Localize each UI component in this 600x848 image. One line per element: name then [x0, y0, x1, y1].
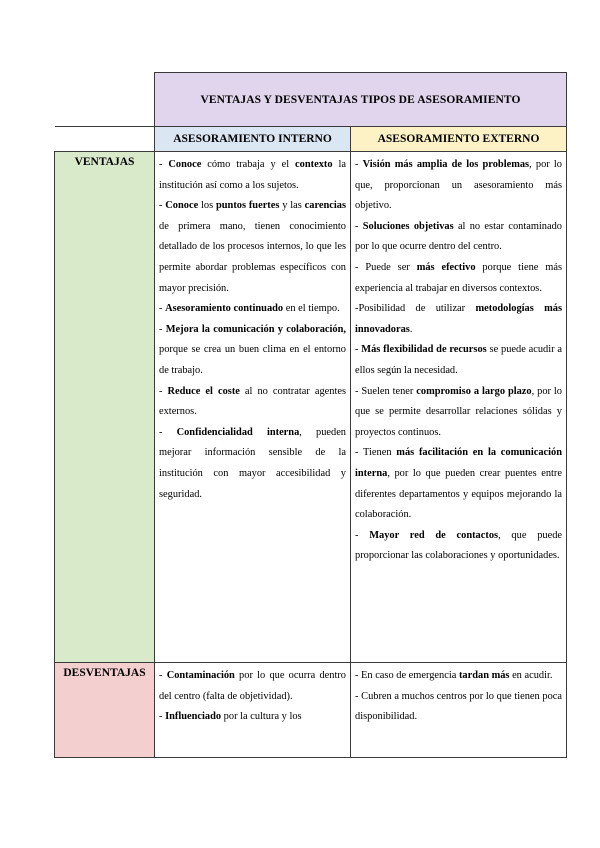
text-segment: en el tiempo.: [283, 303, 340, 315]
text-segment: , por lo que pueden crear puentes entre diferentes departamentos y equipos mejorando la colaboración.: [355, 467, 562, 521]
text-segment: -: [159, 200, 166, 212]
row-ventajas: [55, 152, 567, 663]
text-segment: , por lo que se permite desarrollar relaciones sólidas y proyectos continuos.: [355, 385, 562, 438]
bold-text: tardan más: [458, 670, 510, 681]
text-segment: -: [355, 344, 362, 356]
bold-text: Visión más amplia de los problemas: [362, 159, 530, 170]
label-desventajas: DESVENTAJAS: [55, 663, 155, 758]
list-item: [159, 299, 346, 320]
bold-text: Confidencialidad interna: [176, 426, 300, 438]
text-segment: por la cultura y los: [221, 711, 302, 723]
text-segment: -: [159, 323, 166, 335]
text-segment: al no estar contaminado por lo que ocurre dentro del centro.: [355, 220, 562, 253]
text-segment: - Suelen tener: [355, 385, 417, 397]
text-segment: -: [355, 159, 363, 170]
bold-text: metodologías más innovadoras: [355, 303, 562, 335]
list-item: [355, 155, 562, 217]
list-item: [159, 320, 346, 382]
text-segment: porque se crea un buen clima en el entorno de trabajo.: [159, 344, 346, 376]
text-segment: , pueden mejorar información sensible de la institución con mayor accesibilidad y seguridad.: [159, 426, 346, 500]
list-item: [159, 666, 346, 707]
table-title: VENTAJAS Y DESVENTAJAS TIPOS DE ASESORAMIENTO: [155, 73, 567, 127]
header-row: [55, 127, 567, 152]
title-row: [55, 73, 567, 127]
text-segment: -: [159, 159, 169, 170]
bold-text: compromiso a largo plazo: [416, 385, 532, 397]
bold-text: más facilitación en la comunicación interna: [355, 447, 562, 479]
header-externo: ASESORAMIENTO EXTERNO: [351, 127, 567, 152]
bold-text: Soluciones objetivas: [362, 220, 454, 232]
desventajas-interno-cell: [155, 663, 351, 758]
bold-text: carencias: [304, 200, 347, 212]
ventajas-externo-cell: [351, 152, 567, 663]
list-item: [355, 443, 562, 525]
list-item: [355, 340, 562, 381]
row-desventajas: [55, 663, 567, 758]
bold-text: más efectivo: [416, 261, 476, 273]
text-segment: -: [159, 711, 166, 723]
comparison-table: [54, 72, 567, 758]
list-item: [355, 526, 562, 567]
text-segment: -: [355, 220, 363, 232]
desventajas-externo-cell: [351, 663, 567, 758]
bold-text: Reduce el coste: [167, 385, 240, 397]
text-segment: la institución así como a los sujetos.: [159, 159, 346, 191]
text-segment: -: [355, 529, 370, 541]
list-item: [355, 687, 562, 728]
list-item: [159, 196, 346, 299]
text-segment: - Puede ser: [355, 261, 417, 273]
list-item: [355, 666, 562, 687]
bold-text: contexto: [295, 159, 333, 170]
bold-text: Contaminación: [166, 670, 235, 681]
list-item: [159, 423, 346, 505]
text-segment: - Cubren a muchos centros por lo que tienen poca disponibilidad.: [355, 690, 562, 723]
bold-text: Mayor red de contactos: [369, 529, 499, 541]
text-segment: - Tienen: [355, 447, 397, 459]
text-segment: .: [409, 323, 413, 335]
text-segment: se puede acudir a ellos según la necesidad.: [355, 344, 562, 376]
text-segment: , que puede proporcionar las colaboraciones y oportunidades.: [355, 529, 563, 562]
text-segment: en acudir.: [509, 670, 553, 681]
blank-corner-2: [55, 127, 155, 152]
text-segment: -Posibilidad de utilizar: [355, 303, 476, 315]
list-item: [159, 155, 346, 196]
list-item: [355, 382, 562, 444]
text-segment: , por lo que, proporcionan un asesoramiento más objetivo.: [355, 159, 562, 212]
text-segment: cómo trabaja y el: [201, 159, 296, 170]
text-segment: -: [159, 303, 166, 315]
label-ventajas: VENTAJAS: [55, 152, 155, 663]
bold-text: Conoce: [165, 200, 199, 212]
text-segment: de primera mano, tienen conocimiento detallado de los procesos internos, lo que les permite abordar problemas específicos con mayor precisión.: [159, 220, 346, 294]
blank-corner: [55, 73, 155, 127]
text-segment: -: [159, 385, 168, 397]
text-segment: al no contratar agentes externos.: [159, 385, 346, 418]
list-item: [355, 299, 562, 340]
list-item: [355, 258, 562, 299]
text-segment: porque tiene más experiencia al trabajar en diversos contextos.: [355, 261, 563, 294]
header-interno: ASESORAMIENTO INTERNO: [155, 127, 351, 152]
text-segment: los: [198, 200, 216, 212]
text-segment: y las: [279, 200, 305, 212]
bold-text: Conoce: [168, 159, 202, 170]
bold-text: Mejora la comunicación y colaboración,: [165, 323, 346, 335]
list-item: [159, 382, 346, 423]
ventajas-interno-cell: [155, 152, 351, 663]
bold-text: Asesoramiento continuado: [165, 303, 284, 315]
bold-text: Más flexibilidad de recursos: [361, 344, 487, 356]
text-segment: -: [159, 426, 177, 438]
text-segment: -: [159, 670, 167, 681]
bold-text: puntos fuertes: [215, 200, 280, 212]
text-segment: por lo que ocurra dentro del centro (falta de objetividad).: [159, 670, 346, 702]
list-item: [355, 217, 562, 258]
bold-text: Influenciado: [165, 711, 222, 723]
text-segment: - En caso de emergencia: [355, 670, 459, 681]
list-item: [159, 707, 346, 728]
